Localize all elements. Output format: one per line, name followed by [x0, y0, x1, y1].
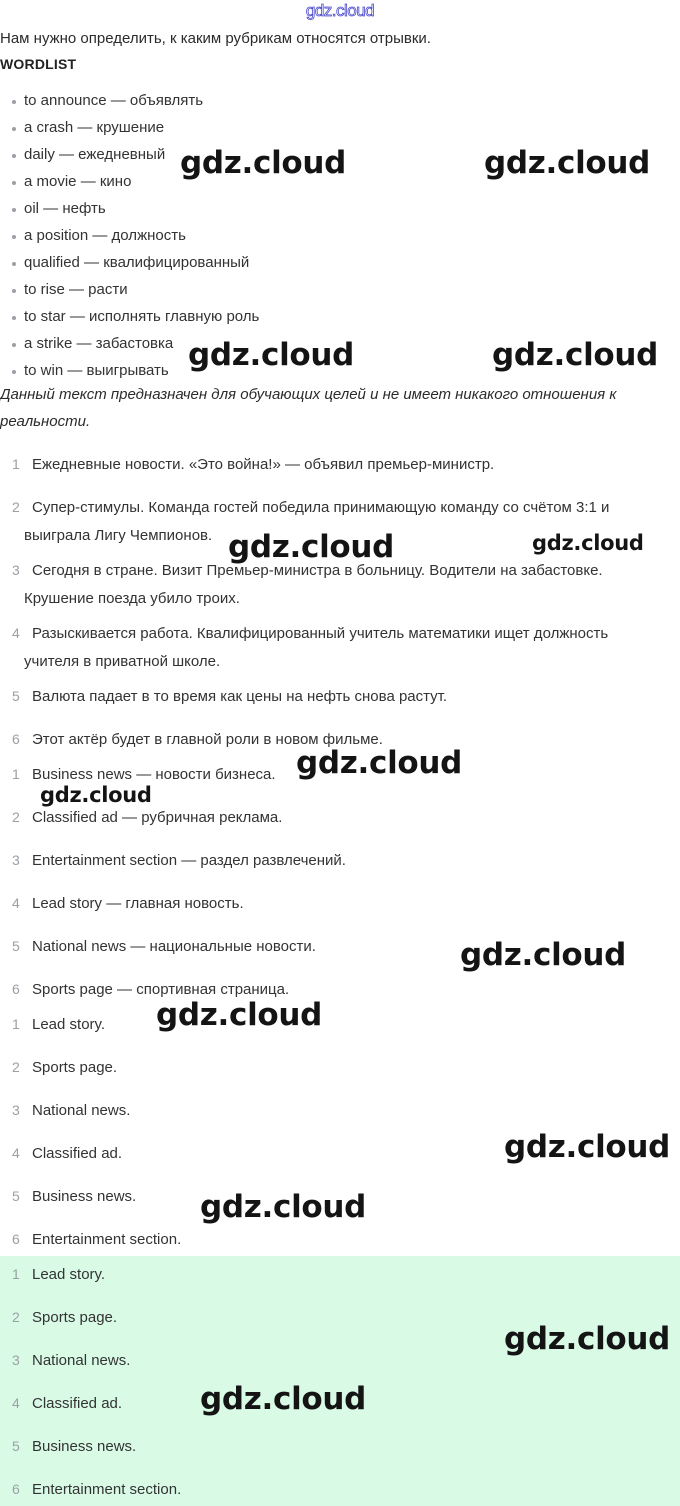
match-number: 5 [12, 1188, 20, 1204]
rubric-number: 6 [12, 981, 20, 997]
wordlist-item: a crash — крушение [12, 117, 259, 144]
wordlist-item: oil — нефть [12, 198, 259, 225]
watermark: gdz.cloud [460, 937, 627, 973]
wordlist-item: to rise — расти [12, 279, 259, 306]
answer-text: Lead story. [32, 1266, 106, 1283]
rubric-number: 2 [12, 809, 20, 825]
wordlist-item: daily — ежедневный [12, 144, 259, 171]
rubric-number: 3 [12, 852, 20, 868]
wordlist-item: a strike — забастовка [12, 333, 259, 360]
extract-text: Этот актёр будет в главной роли в новом фильме. [32, 731, 383, 748]
match-number: 2 [12, 1059, 20, 1075]
rubric-number: 1 [12, 766, 20, 782]
extract-text: выиграла Лигу Чемпионов. [24, 527, 213, 544]
match-number: 3 [12, 1102, 20, 1118]
match-number: 4 [12, 1145, 20, 1161]
extract-number: 5 [12, 688, 20, 704]
rubric-text: Entertainment section — раздел развлечений. [32, 852, 346, 869]
rubric-text: National news — национальные новости. [32, 938, 316, 955]
match-text: Entertainment section. [32, 1231, 182, 1248]
answer-text: National news. [32, 1352, 131, 1369]
match-text: Business news. [32, 1188, 137, 1205]
rubric-text: Classified ad — рубричная реклама. [32, 809, 283, 826]
extract-text: Сегодня в стране. Визит Премьер-министра в больницу. Водители на забастовке. [32, 562, 603, 579]
extract-text: учителя в приватной школе. [24, 653, 221, 670]
rubric-text: Sports page — спортивная страница. [32, 981, 290, 998]
answer-number: 6 [12, 1481, 20, 1497]
site-logo[interactable]: gdz.cloud [305, 1, 375, 20]
watermark: gdz.cloud [200, 1381, 367, 1417]
disclaimer: Данный текст предназначен для обучающих целей и не имеет никакого отношения к реальности. [0, 386, 617, 430]
extract-text: Валюта падает в то время как цены на нефть снова растут. [32, 688, 448, 705]
answer-text: Classified ad. [32, 1395, 123, 1412]
wordlist-item: to star — исполнять главную роль [12, 306, 259, 333]
answer-number: 2 [12, 1309, 20, 1325]
extract-number: 1 [12, 456, 20, 472]
rubric-text: Business news — новости бизнеса. [32, 766, 276, 783]
watermark: gdz.cloud [504, 1129, 671, 1165]
answer-text: Business news. [32, 1438, 137, 1455]
task-intro: Нам нужно определить, к каким рубрикам относятся отрывки. [0, 30, 431, 47]
extract-text: Разыскивается работа. Квалифицированный учитель математики ищет должность [32, 625, 609, 642]
rubric-number: 4 [12, 895, 20, 911]
extract-text: Супер-стимулы. Команда гостей победила принимающую команду со счётом 3:1 и [32, 499, 610, 516]
watermark: gdz.cloud [296, 745, 463, 781]
match-number: 6 [12, 1231, 20, 1247]
answer-number: 5 [12, 1438, 20, 1454]
watermark: gdz.cloud [492, 337, 659, 373]
answer-number: 3 [12, 1352, 20, 1368]
match-number: 1 [12, 1016, 20, 1032]
wordlist-item: qualified — квалифицированный [12, 252, 259, 279]
answer-number: 4 [12, 1395, 20, 1411]
wordlist-item: a movie — кино [12, 171, 259, 198]
answer-text: Entertainment section. [32, 1481, 182, 1498]
match-text: Lead story. [32, 1016, 106, 1033]
wordlist-title: WORDLIST [0, 56, 77, 72]
extract-number: 3 [12, 562, 20, 578]
extract-text: Ежедневные новости. «Это война!» — объявил премьер-министр. [32, 456, 495, 473]
watermark: gdz.cloud [40, 783, 152, 807]
watermark: gdz.cloud [484, 145, 651, 181]
watermark: gdz.cloud [532, 531, 644, 555]
watermark: gdz.cloud [228, 529, 395, 565]
answer-text: Sports page. [32, 1309, 118, 1326]
match-text: Classified ad. [32, 1145, 123, 1162]
watermark: gdz.cloud [180, 145, 347, 181]
wordlist-item: to win — выигрывать [12, 360, 259, 387]
extract-number: 2 [12, 499, 20, 515]
extract-number: 6 [12, 731, 20, 747]
match-text: Sports page. [32, 1059, 118, 1076]
extract-number: 4 [12, 625, 20, 641]
answer-number: 1 [12, 1266, 20, 1282]
wordlist-item: a position — должность [12, 225, 259, 252]
watermark: gdz.cloud [504, 1321, 671, 1357]
rubric-number: 5 [12, 938, 20, 954]
match-text: National news. [32, 1102, 131, 1119]
watermark: gdz.cloud [200, 1189, 367, 1225]
extract-text: Крушение поезда убило троих. [24, 590, 240, 607]
watermark: gdz.cloud [188, 337, 355, 373]
wordlist-item: to announce — объявлять [12, 90, 259, 117]
rubric-text: Lead story — главная новость. [32, 895, 244, 912]
watermark: gdz.cloud [156, 997, 323, 1033]
